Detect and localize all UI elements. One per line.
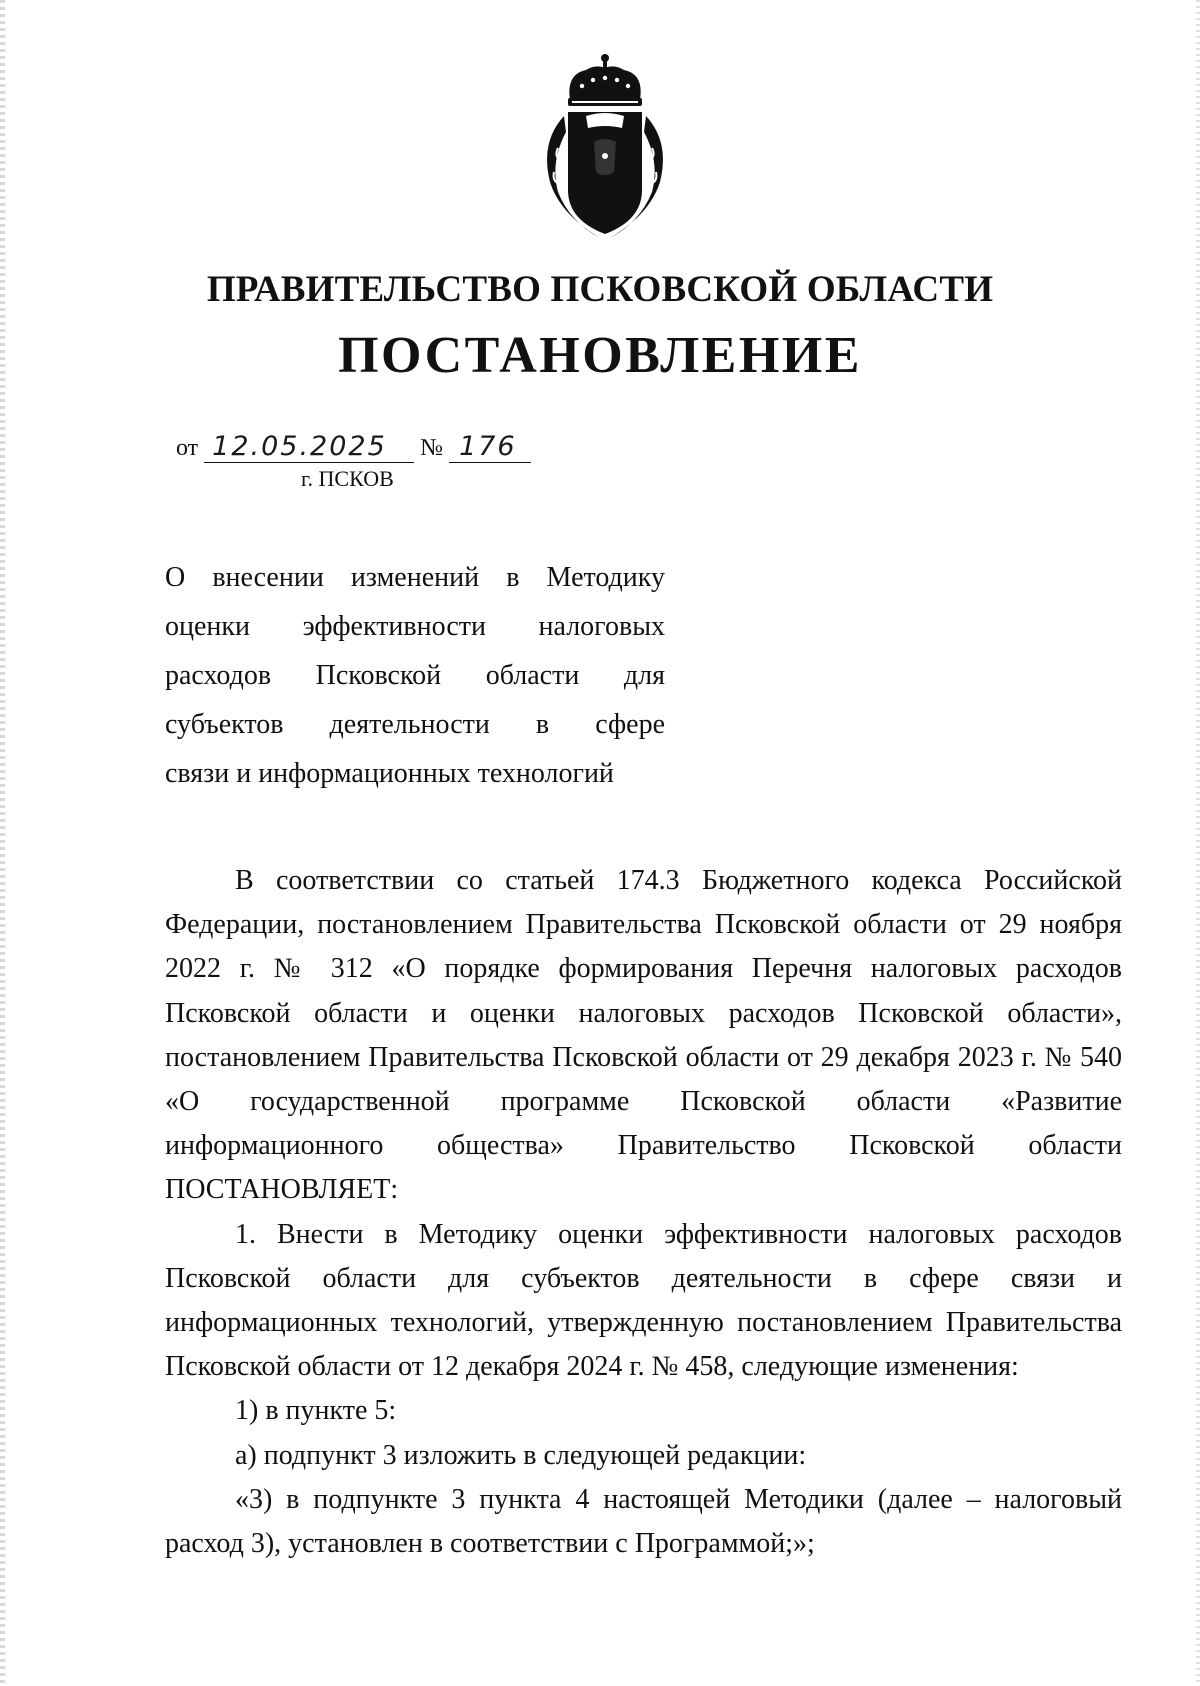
document-type-heading: ПОСТАНОВЛЕНИЕ	[338, 327, 862, 384]
document-date: 12.05.2025	[204, 432, 414, 463]
body-paragraph-subitem-1: 1) в пункте 5:	[235, 1395, 397, 1427]
scan-edge-right	[1196, 0, 1200, 1686]
document-subject	[165, 553, 665, 798]
body-paragraph-quote: «3) в подпункте 3 пункта 4 настоящей Методики (далее – налоговый расход 3), установлен в соответствии с Программой;»;	[165, 1483, 1122, 1560]
document-date-number-line	[176, 432, 531, 463]
document-body	[165, 859, 1122, 1566]
body-paragraph-preamble: В соответствии со статьей 174.3 Бюджетного кодекса Российской Федерации, постановлением Правительства Псковской области от 29 ноября 2022 г. № 312 «О порядке формирования Перечня налоговых расходов Псковской области и оценки налоговых расходов Псковской области», постановлением Правительства Псковской области от 29 декабря 2023 г. № 540 «О государственной программе Псковской области «Развитие информационного общества» Правительство Псковской области ПОСТАНОВЛЯЕТ:	[165, 865, 1122, 1206]
number-prefix: №	[420, 435, 444, 461]
subject-last-line: связи и информационных технологий	[165, 758, 614, 789]
scan-edge-left	[0, 0, 5, 1686]
subject-text: О внесении изменений в Методику оценки эффективности налоговых расходов Псковской области для субъектов деятельности в сфере	[165, 562, 665, 740]
body-paragraph-item-1: 1. Внести в Методику оценки эффективности налоговых расходов Псковской области для субъектов деятельности в сфере связи и информационных технологий, утвержденную постановлением Правительства Псковской области от 12 декабря 2024 г. № 458, следующие изменения:	[165, 1218, 1122, 1383]
document-city: г. ПСКОВ	[301, 466, 394, 491]
date-prefix: от	[176, 435, 199, 461]
body-paragraph-subitem-a: а) подпункт 3 изложить в следующей редакции:	[235, 1439, 807, 1471]
organization-title: ПРАВИТЕЛЬСТВО ПСКОВСКОЙ ОБЛАСТИ	[206, 269, 994, 310]
coat-of-arms-emblem	[530, 52, 680, 244]
document-number: 176	[449, 432, 531, 463]
